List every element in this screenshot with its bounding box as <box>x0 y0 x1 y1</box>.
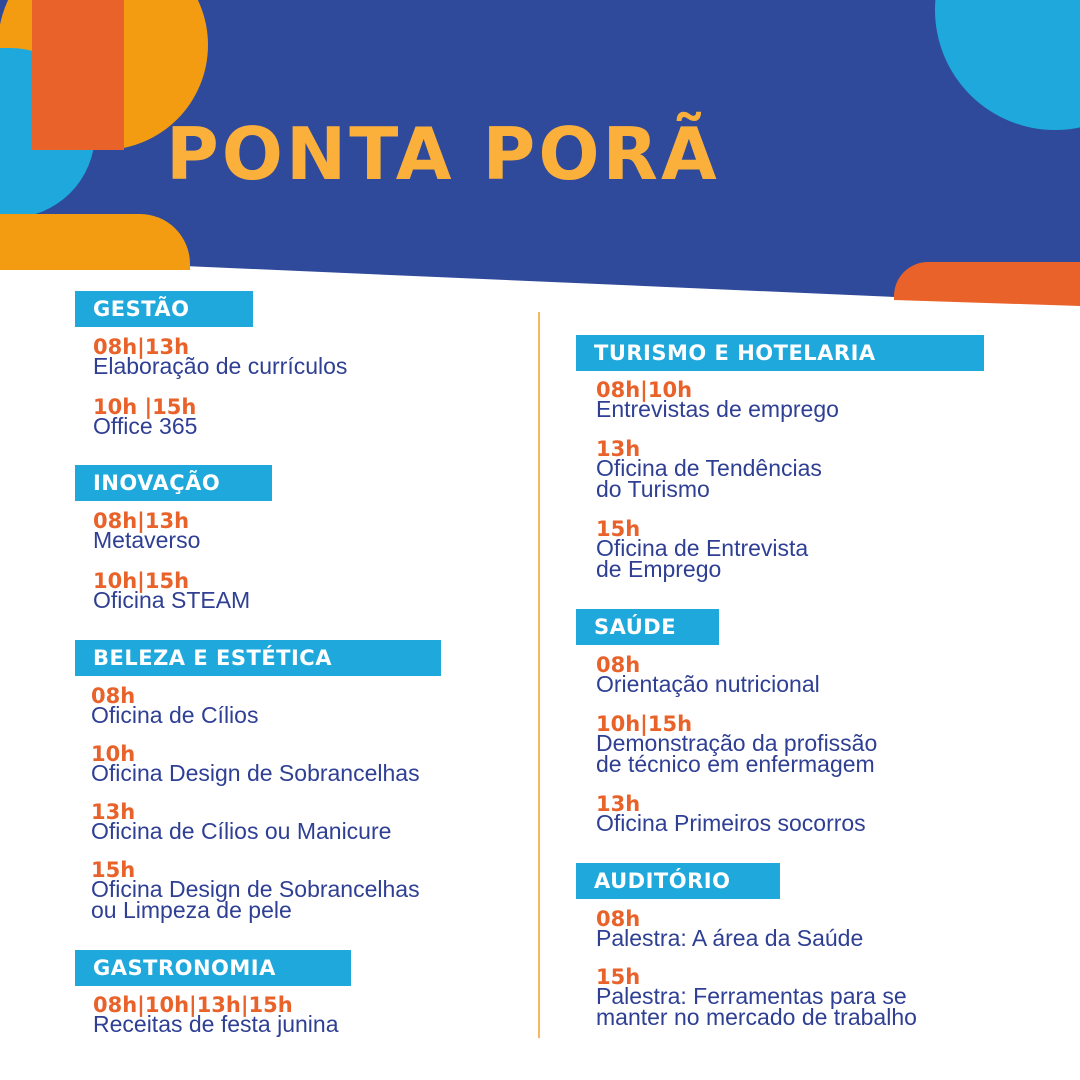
event-time: 13h <box>596 437 641 461</box>
event-description: Oficina de Tendências <box>596 455 822 481</box>
section-tag: INOVAÇÃO <box>75 465 272 501</box>
event-description: Oficina STEAM <box>93 587 251 613</box>
section-tag: GASTRONOMIA <box>75 950 351 986</box>
event-description: Oficina de Entrevista <box>596 535 809 561</box>
page-title: PONTA PORÃ <box>166 112 720 196</box>
amber-tab-shape <box>0 214 190 270</box>
event-description: Oficina Primeiros socorros <box>596 810 866 836</box>
event-description: Oficina de Cílios <box>91 702 259 728</box>
event-time: 08h|10h <box>596 378 693 402</box>
event-description: Metaverso <box>93 527 201 553</box>
event-description: Oficina Design de Sobrancelhas <box>91 876 420 902</box>
event-description: Oficina de Cílios ou Manicure <box>91 818 392 844</box>
event-time: 15h <box>91 858 136 882</box>
orange-bar-shape <box>32 0 124 150</box>
event-description-line2: de Emprego <box>596 556 722 582</box>
event-description: Orientação nutricional <box>596 671 820 697</box>
event-description: Palestra: Ferramentas para se <box>596 983 907 1009</box>
column-divider <box>538 312 540 1038</box>
event-description-line2: de técnico em enfermagem <box>596 751 875 777</box>
event-time: 10h|15h <box>596 712 693 736</box>
event-description-line2: do Turismo <box>596 476 710 502</box>
event-time: 08h|13h <box>93 509 190 533</box>
section-tag: SAÚDE <box>576 609 719 645</box>
event-description: Receitas de festa junina <box>93 1011 339 1037</box>
event-description-line2: ou Limpeza de pele <box>91 897 292 923</box>
event-time: 08h <box>91 684 136 708</box>
section-tag: AUDITÓRIO <box>576 863 780 899</box>
event-time: 15h <box>596 965 641 989</box>
event-time: 08h <box>596 907 641 931</box>
event-description: Oficina Design de Sobrancelhas <box>91 760 420 786</box>
section-tag: TURISMO E HOTELARIA <box>576 335 984 371</box>
event-time: 15h <box>596 517 641 541</box>
event-description: Elaboração de currículos <box>93 353 348 379</box>
event-time: 08h|10h|13h|15h <box>93 993 293 1017</box>
event-time: 10h <box>91 742 136 766</box>
section-tag: BELEZA E ESTÉTICA <box>75 640 441 676</box>
event-time: 10h |15h <box>93 395 197 419</box>
event-description: Office 365 <box>93 413 198 439</box>
orange-corner-tab-shape <box>894 262 1080 306</box>
event-time: 10h|15h <box>93 569 190 593</box>
event-description: Entrevistas de emprego <box>596 396 839 422</box>
event-description-line2: manter no mercado de trabalho <box>596 1004 917 1030</box>
section-tag: GESTÃO <box>75 291 253 327</box>
event-description: Demonstração da profissão <box>596 730 878 756</box>
event-description: Palestra: A área da Saúde <box>596 925 864 951</box>
event-time: 08h|13h <box>93 335 190 359</box>
event-time: 13h <box>91 800 136 824</box>
event-time: 13h <box>596 792 641 816</box>
event-time: 08h <box>596 653 641 677</box>
